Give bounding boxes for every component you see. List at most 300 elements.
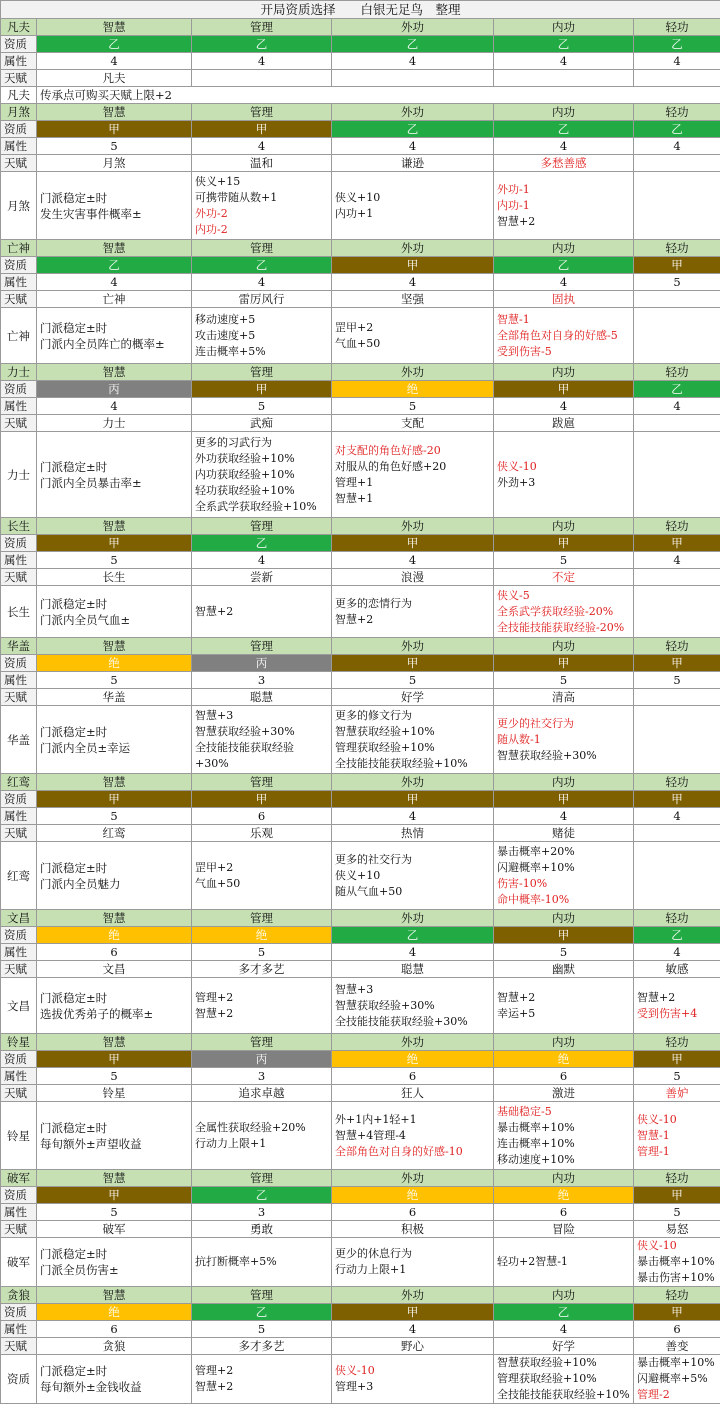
effect-line: 智慧+2 — [195, 604, 328, 620]
grade-label: 资质 — [1, 36, 37, 53]
column-header: 外功 — [332, 19, 494, 36]
grade-badge: 乙 — [634, 927, 720, 944]
effect-line: 对支配的角色好感-20 — [335, 443, 490, 459]
effect-line: 全属性获取经验+20% — [195, 1120, 328, 1136]
attribute-value: 4 — [634, 552, 720, 569]
description-line: 门派稳定±时 — [40, 190, 188, 206]
grade-badge: 甲 — [332, 1304, 494, 1321]
attribute-value: 5 — [37, 552, 192, 569]
effect-row — [1, 1355, 720, 1404]
description-line: 门派稳定±时 — [40, 1246, 188, 1262]
attribute-value: 6 — [37, 1321, 192, 1338]
grade-badge: 乙 — [332, 36, 494, 53]
talent-effects — [192, 706, 332, 774]
column-header: 外功 — [332, 104, 494, 121]
effect-line: 侠义-10 — [335, 1363, 490, 1379]
grade-badge: 乙 — [634, 36, 720, 53]
attribute-row — [1, 1321, 720, 1338]
grade-badge: 甲 — [192, 121, 332, 138]
talent-name: 雷厉风行 — [192, 291, 332, 308]
effect-line: 全部角色对自身的好感-5 — [497, 328, 630, 344]
column-header: 轻功 — [634, 1170, 720, 1187]
effect-line: 全部角色对自身的好感-10 — [335, 1144, 490, 1160]
talent-effects — [494, 172, 634, 240]
attribute-value: 4 — [332, 53, 494, 70]
attribute-value: 5 — [634, 1068, 720, 1085]
effect-row — [1, 308, 720, 364]
talent-effects — [634, 308, 720, 364]
attribute-row — [1, 672, 720, 689]
attribute-value: 5 — [37, 1068, 192, 1085]
attribute-value: 5 — [192, 944, 332, 961]
grade-badge: 甲 — [37, 1187, 192, 1204]
column-header: 管理 — [192, 1034, 332, 1051]
section-header-row — [1, 638, 720, 655]
grade-badge: 甲 — [332, 655, 494, 672]
attribute-value: 4 — [634, 398, 720, 415]
talent-name: 狂人 — [332, 1085, 494, 1102]
effect-line: 暴击概率+10% — [497, 1120, 630, 1136]
effect-line: 基础稳定-5 — [497, 1104, 630, 1120]
attribute-label: 属性 — [1, 672, 37, 689]
effect-description — [37, 308, 192, 364]
talent-row — [1, 689, 720, 706]
effect-line: 智慧+2 — [195, 1379, 328, 1395]
talent-name: 易怒 — [634, 1221, 720, 1238]
talent-main: 贪狼 — [37, 1338, 192, 1355]
attribute-value: 4 — [332, 1321, 494, 1338]
column-header: 轻功 — [634, 19, 720, 36]
attribute-value: 5 — [332, 672, 494, 689]
column-header: 智慧 — [37, 638, 192, 655]
column-header: 外功 — [332, 518, 494, 535]
talent-effects — [332, 706, 494, 774]
effect-line: 智慧获取经验+30% — [195, 724, 328, 740]
attribute-row — [1, 1068, 720, 1085]
talent-effects — [192, 432, 332, 518]
attribute-value: 6 — [494, 1204, 634, 1221]
talent-effects — [634, 706, 720, 774]
talent-label: 天赋 — [1, 569, 37, 586]
attribute-row — [1, 808, 720, 825]
talent-name — [634, 155, 720, 172]
grade-badge: 丙 — [37, 381, 192, 398]
attribute-value: 6 — [332, 1068, 494, 1085]
talent-main: 月煞 — [37, 155, 192, 172]
talent-main: 破军 — [37, 1221, 192, 1238]
column-header: 智慧 — [37, 364, 192, 381]
attribute-value: 6 — [494, 1068, 634, 1085]
effect-line: 暴击概率+10% — [637, 1355, 717, 1371]
grade-badge: 绝 — [494, 1051, 634, 1068]
section-name: 文昌 — [1, 910, 37, 927]
talent-name: 善变 — [634, 1338, 720, 1355]
talent-main: 长生 — [37, 569, 192, 586]
effect-line: 管理-1 — [637, 1144, 717, 1160]
talent-row — [1, 825, 720, 842]
column-header: 内功 — [494, 240, 634, 257]
talent-effects — [494, 842, 634, 910]
talent-main: 铃星 — [37, 1085, 192, 1102]
effect-line: 全技能技能获取经验+10% — [497, 1387, 630, 1403]
column-header: 智慧 — [37, 1287, 192, 1304]
grade-row — [1, 1051, 720, 1068]
talent-name: 多才多艺 — [192, 961, 332, 978]
section-header-row — [1, 240, 720, 257]
effect-line: 管理-2 — [637, 1387, 717, 1403]
description-line: 门派稳定±时 — [40, 1363, 188, 1379]
talent-main: 文昌 — [37, 961, 192, 978]
effect-line: 内功-2 — [195, 222, 328, 238]
attribute-value: 4 — [37, 274, 192, 291]
effect-line: 轻功获取经验+10% — [195, 483, 328, 499]
column-header: 智慧 — [37, 518, 192, 535]
talent-name: 积极 — [332, 1221, 494, 1238]
section-header-row — [1, 774, 720, 791]
attribute-value: 4 — [332, 944, 494, 961]
effect-line: 智慧获取经验+10% — [497, 1355, 630, 1371]
talent-effects — [494, 706, 634, 774]
attribute-value: 5 — [37, 138, 192, 155]
column-header: 轻功 — [634, 774, 720, 791]
effect-line: 侠义-10 — [637, 1238, 717, 1254]
effect-line: 暴击概率+10% — [637, 1254, 717, 1270]
attribute-value: 3 — [192, 1068, 332, 1085]
talent-effects — [494, 1102, 634, 1170]
talent-effects — [494, 586, 634, 638]
grade-badge: 甲 — [192, 791, 332, 808]
description-line: 每旬额外±金钱收益 — [40, 1379, 188, 1395]
effect-line: 内功-1 — [497, 198, 630, 214]
effect-line: 全技能技能获取经验+10% — [335, 756, 490, 772]
effect-description — [37, 1355, 192, 1404]
effect-description — [37, 1102, 192, 1170]
attribute-row — [1, 1204, 720, 1221]
column-header: 外功 — [332, 364, 494, 381]
talent-effects — [332, 586, 494, 638]
talent-name: 好学 — [332, 689, 494, 706]
column-header: 内功 — [494, 518, 634, 535]
attribute-value: 5 — [634, 1204, 720, 1221]
sheet-title: 开局资质选择 白银无足鸟 整理 — [1, 1, 720, 19]
effect-line: 管理+2 — [195, 990, 328, 1006]
attribute-value: 6 — [332, 1204, 494, 1221]
grade-badge: 绝 — [37, 927, 192, 944]
effect-line: 全系武学获取经验-20% — [497, 604, 630, 620]
column-header: 管理 — [192, 1170, 332, 1187]
talent-name: 冒险 — [494, 1221, 634, 1238]
effect-line: 幸运+5 — [497, 1006, 630, 1022]
effect-line: 移动速度+5 — [195, 312, 328, 328]
talent-effects — [634, 842, 720, 910]
attribute-value: 5 — [37, 672, 192, 689]
column-header: 轻功 — [634, 1287, 720, 1304]
grade-badge: 绝 — [192, 927, 332, 944]
grade-label: 资质 — [1, 535, 37, 552]
talent-effects — [192, 586, 332, 638]
attribute-row — [1, 138, 720, 155]
talent-effects — [634, 1238, 720, 1287]
column-header: 智慧 — [37, 19, 192, 36]
effect-description — [37, 172, 192, 240]
talent-name: 热情 — [332, 825, 494, 842]
effect-row-label: 华盖 — [1, 706, 37, 774]
effect-description — [37, 586, 192, 638]
attribute-row — [1, 398, 720, 415]
talent-effects — [494, 1355, 634, 1404]
attribute-value: 4 — [634, 138, 720, 155]
talent-name: 浪漫 — [332, 569, 494, 586]
effect-line: 管理获取经验+10% — [497, 1371, 630, 1387]
grade-label: 资质 — [1, 791, 37, 808]
talent-effects — [192, 1102, 332, 1170]
talent-effects — [332, 172, 494, 240]
grade-badge: 甲 — [37, 1051, 192, 1068]
section-name: 长生 — [1, 518, 37, 535]
effect-line: 气血+50 — [335, 336, 490, 352]
talent-effects — [634, 586, 720, 638]
effect-description — [37, 842, 192, 910]
talent-effects — [494, 432, 634, 518]
column-header: 轻功 — [634, 518, 720, 535]
effect-row-label: 力士 — [1, 432, 37, 518]
grade-badge: 甲 — [332, 257, 494, 274]
description-line: 传承点可购买天赋上限+2 — [40, 87, 717, 103]
grade-badge: 甲 — [332, 535, 494, 552]
talent-name: 聪慧 — [332, 961, 494, 978]
grade-badge: 甲 — [332, 791, 494, 808]
column-header: 内功 — [494, 774, 634, 791]
description-line: 选拔优秀弟子的概率± — [40, 1006, 188, 1022]
description-line: 门派稳定±时 — [40, 860, 188, 876]
description-line: 门派稳定±时 — [40, 320, 188, 336]
effect-line: 管理+1 — [335, 475, 490, 491]
effect-line: 罡甲+2 — [335, 320, 490, 336]
effect-row-label: 铃星 — [1, 1102, 37, 1170]
grade-label: 资质 — [1, 121, 37, 138]
column-header: 智慧 — [37, 1034, 192, 1051]
talent-effects — [634, 1102, 720, 1170]
attribute-value: 4 — [494, 1321, 634, 1338]
attribute-label: 属性 — [1, 398, 37, 415]
talent-effects — [332, 308, 494, 364]
grade-badge: 绝 — [37, 655, 192, 672]
attribute-value: 5 — [192, 398, 332, 415]
attribute-value: 6 — [634, 1321, 720, 1338]
talent-name: 勇敢 — [192, 1221, 332, 1238]
attribute-value: 4 — [494, 138, 634, 155]
effect-line: 管理获取经验+10% — [335, 740, 490, 756]
effect-line: 罡甲+2 — [195, 860, 328, 876]
effect-row — [1, 978, 720, 1034]
column-header: 管理 — [192, 774, 332, 791]
effect-line: 全系武学获取经验+10% — [195, 499, 328, 515]
grade-badge: 乙 — [634, 381, 720, 398]
description-line: 门派稳定±时 — [40, 990, 188, 1006]
effect-line: 侠义-10 — [497, 459, 630, 475]
grade-badge: 甲 — [494, 791, 634, 808]
attribute-value: 4 — [634, 53, 720, 70]
talent-label: 天赋 — [1, 689, 37, 706]
grade-badge: 甲 — [37, 791, 192, 808]
grade-badge: 甲 — [634, 655, 720, 672]
attribute-value: 6 — [192, 808, 332, 825]
column-header: 智慧 — [37, 774, 192, 791]
attribute-row — [1, 944, 720, 961]
effect-row — [1, 1102, 720, 1170]
attribute-value: 4 — [494, 808, 634, 825]
effect-line: 气血+50 — [195, 876, 328, 892]
talent-name: 固执 — [494, 291, 634, 308]
effect-description — [37, 432, 192, 518]
column-header: 内功 — [494, 1287, 634, 1304]
talent-name: 跋扈 — [494, 415, 634, 432]
effect-line: 随从数-1 — [497, 732, 630, 748]
grade-badge: 丙 — [192, 1051, 332, 1068]
grade-badge: 乙 — [192, 257, 332, 274]
section-name: 力士 — [1, 364, 37, 381]
attribute-value: 4 — [192, 53, 332, 70]
talent-name: 聪慧 — [192, 689, 332, 706]
grade-badge: 乙 — [494, 36, 634, 53]
talent-effects — [332, 432, 494, 518]
description-line: 门派内全员魅力 — [40, 876, 188, 892]
effect-line: 连击概率+10% — [497, 1136, 630, 1152]
talent-main: 红鸾 — [37, 825, 192, 842]
effect-row — [1, 706, 720, 774]
talent-effects — [494, 1238, 634, 1287]
grade-badge: 甲 — [634, 1051, 720, 1068]
talent-effects — [332, 978, 494, 1034]
attribute-value: 5 — [332, 398, 494, 415]
section-name: 华盖 — [1, 638, 37, 655]
column-header: 智慧 — [37, 104, 192, 121]
talent-label: 天赋 — [1, 1085, 37, 1102]
column-header: 轻功 — [634, 364, 720, 381]
talent-row — [1, 291, 720, 308]
attribute-value: 5 — [494, 672, 634, 689]
effect-line: 更多的社交行为 — [335, 852, 490, 868]
effect-line: 伤害-10% — [497, 876, 630, 892]
talent-effects — [494, 978, 634, 1034]
effect-line: 全技能技能获取经验-20% — [497, 620, 630, 636]
attribute-label: 属性 — [1, 1204, 37, 1221]
description-line: 门派内全员气血± — [40, 612, 188, 628]
attribute-value: 5 — [192, 1321, 332, 1338]
effect-description — [37, 1238, 192, 1287]
talent-label: 天赋 — [1, 961, 37, 978]
attribute-label: 属性 — [1, 1068, 37, 1085]
column-header: 内功 — [494, 638, 634, 655]
section-name: 亡神 — [1, 240, 37, 257]
talent-name: 敏感 — [634, 961, 720, 978]
grade-badge: 乙 — [192, 36, 332, 53]
effect-line: 智慧+3 — [195, 708, 328, 724]
talent-name — [634, 70, 720, 87]
attribute-value: 6 — [37, 944, 192, 961]
attribute-value: 3 — [192, 1204, 332, 1221]
talent-effects — [332, 1102, 494, 1170]
talent-name — [192, 70, 332, 87]
talent-name: 赌徒 — [494, 825, 634, 842]
attribute-label: 属性 — [1, 944, 37, 961]
attribute-value: 4 — [634, 808, 720, 825]
grade-row — [1, 791, 720, 808]
grade-badge: 甲 — [634, 1304, 720, 1321]
section-header-row — [1, 1034, 720, 1051]
column-header: 内功 — [494, 1170, 634, 1187]
grade-label: 资质 — [1, 1304, 37, 1321]
column-header: 管理 — [192, 364, 332, 381]
column-header: 智慧 — [37, 1170, 192, 1187]
grade-badge: 绝 — [494, 1187, 634, 1204]
talent-name: 激进 — [494, 1085, 634, 1102]
attribute-value: 4 — [37, 398, 192, 415]
grade-badge: 甲 — [494, 535, 634, 552]
grade-row — [1, 381, 720, 398]
grade-badge: 乙 — [494, 1304, 634, 1321]
talent-name: 清高 — [494, 689, 634, 706]
talent-effects — [192, 1355, 332, 1404]
section-header-row — [1, 104, 720, 121]
column-header: 外功 — [332, 910, 494, 927]
talent-name: 武痴 — [192, 415, 332, 432]
description-line: 每旬额外±声望收益 — [40, 1136, 188, 1152]
effect-line: 连击概率+5% — [195, 344, 328, 360]
grade-badge: 甲 — [634, 257, 720, 274]
effect-line: 随从气血+50 — [335, 884, 490, 900]
talent-name: 追求卓越 — [192, 1085, 332, 1102]
attribute-value: 5 — [634, 274, 720, 291]
grade-badge: 乙 — [332, 121, 494, 138]
effect-line: 行动力上限+1 — [195, 1136, 328, 1152]
effect-line: 侠义+10 — [335, 868, 490, 884]
effect-line: 智慧+3 — [335, 982, 490, 998]
attribute-label: 属性 — [1, 552, 37, 569]
effect-line: 移动速度+10% — [497, 1152, 630, 1168]
effect-line: 智慧+2 — [497, 214, 630, 230]
talent-label: 天赋 — [1, 291, 37, 308]
talent-label: 天赋 — [1, 1338, 37, 1355]
grade-badge: 乙 — [37, 257, 192, 274]
effect-row-label: 月煞 — [1, 172, 37, 240]
section-header-row — [1, 1287, 720, 1304]
talent-name — [494, 70, 634, 87]
effect-line: 暴击概率+20% — [497, 844, 630, 860]
effect-line: 侠义+15 — [195, 174, 328, 190]
effect-line: 侠义-5 — [497, 588, 630, 604]
effect-line: 外功获取经验+10% — [195, 451, 328, 467]
column-header: 外功 — [332, 1287, 494, 1304]
effect-line: 智慧+2 — [335, 612, 490, 628]
talent-name: 多愁善感 — [494, 155, 634, 172]
attribute-value: 4 — [494, 398, 634, 415]
section-name: 凡夫 — [1, 19, 37, 36]
talent-effects — [494, 308, 634, 364]
grade-badge: 甲 — [192, 381, 332, 398]
attribute-value: 5 — [494, 552, 634, 569]
effect-line: 闪避概率+5% — [637, 1371, 717, 1387]
column-header: 外功 — [332, 774, 494, 791]
section-header-row — [1, 1170, 720, 1187]
attribute-value: 5 — [37, 1204, 192, 1221]
column-header: 外功 — [332, 1170, 494, 1187]
attribute-value: 5 — [494, 944, 634, 961]
column-header: 内功 — [494, 19, 634, 36]
attribute-value: 4 — [494, 53, 634, 70]
column-header: 管理 — [192, 1287, 332, 1304]
column-header: 内功 — [494, 1034, 634, 1051]
